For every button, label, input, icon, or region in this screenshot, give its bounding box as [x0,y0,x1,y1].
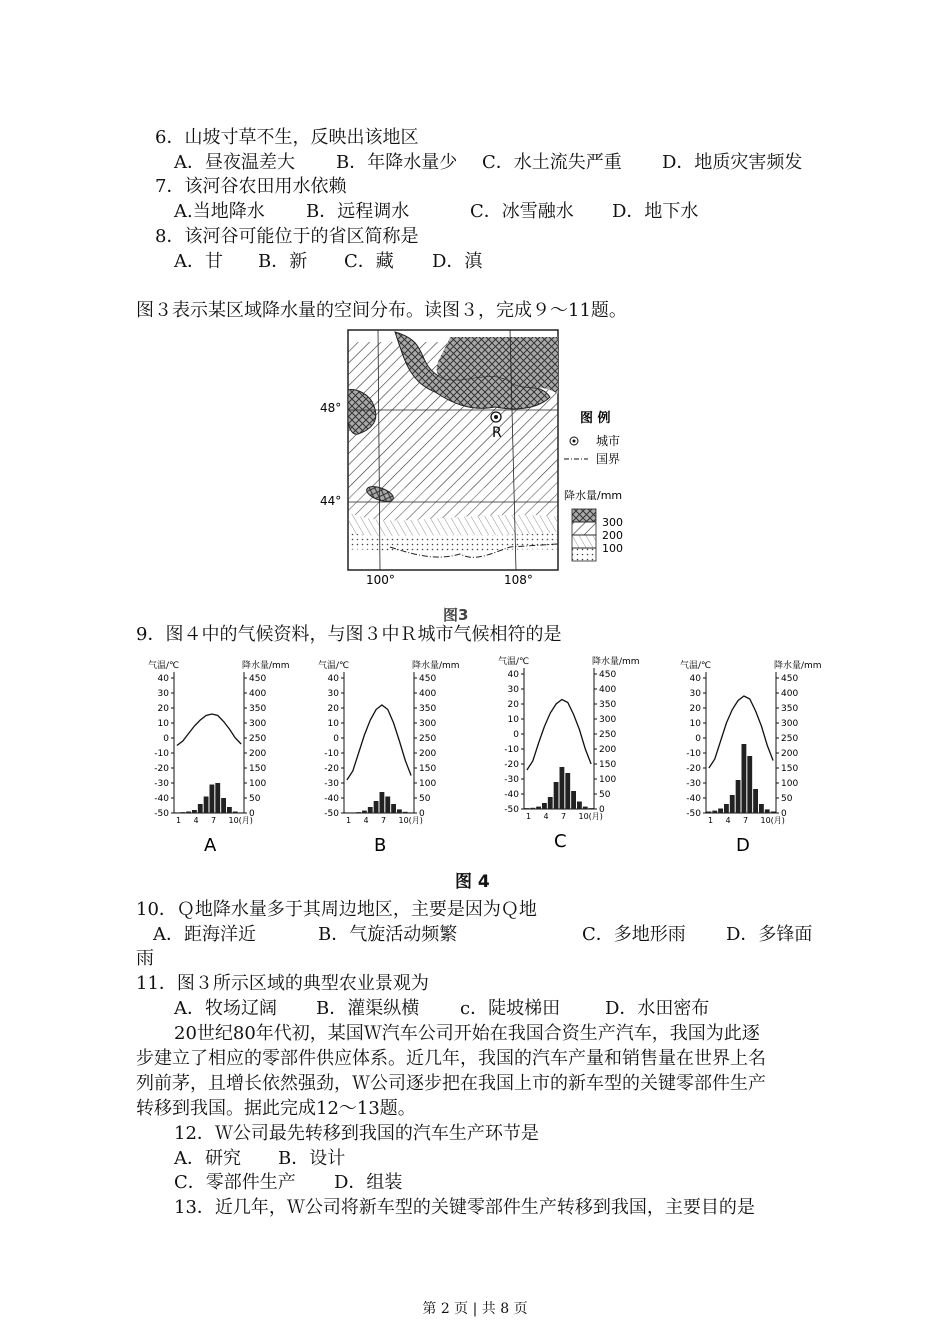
q6-option-b: B．年降水量少 [336,152,458,173]
chart-d-rain-bar [765,809,770,813]
chart-c-month-label: 10(月) [578,812,603,821]
chart-d-month-label: 4 [725,816,731,825]
chart-a-rain-bar [239,812,244,813]
chart-a-temp-tick-label: 10 [157,719,169,729]
q12-option-b: B．设计 [278,1148,346,1169]
q12-stem: 12．Ｗ公司最先转移到我国的汽车生产环节是 [174,1123,539,1144]
passage-line-1: 20世纪80年代初，某国Ｗ汽车公司开始在我国合资生产汽车，我国为此逐 [174,1023,760,1044]
chart-c-rain-bar [525,808,530,809]
chart-c-rain-bar [548,797,553,809]
chart-a-month-label: 7 [211,816,217,825]
q6-stem: 6．山坡寸草不生，反映出该地区 [155,127,419,148]
chart-c-month-label: 4 [543,812,549,821]
legend-level-100: 100 [602,542,623,555]
chart-c-temp-tick-label: 40 [507,670,519,680]
chart-a-temp-tick-label: 30 [157,689,169,699]
chart-a-temp-tick-label: -10 [154,749,169,759]
chart-b-rain-tick-label: 400 [419,689,437,699]
chart-c-rain-tick-label: 200 [599,745,617,755]
chart-d-temp-tick-label: -50 [686,809,701,819]
q10-stem: 10．Ｑ地降水量多于其周边地区，主要是因为Ｑ地 [136,899,537,920]
chart-b-temp-tick-label: 30 [327,689,339,699]
chart-c-rain-bar [565,773,570,809]
chart-c-rain-tick-label: 0 [599,805,605,815]
chart-c-temp-tick-label: 10 [507,715,519,725]
lat-44-label: 44° [320,494,342,508]
chart-d-rain-tick-label: 300 [781,719,799,729]
chart-d-month-label: 1 [708,816,714,825]
chart-a-rain-bar [198,804,203,813]
chart-c-temp-tick-label: 0 [513,730,519,740]
q11-option-b: B．灌渠纵横 [316,998,420,1019]
chart-c-rain-bar [577,802,582,810]
chart-d-rain-tick-label: 250 [781,734,799,744]
q7-option-b: B．远程调水 [306,201,410,222]
chart-a-rain-bar [215,783,220,813]
chart-d-temp-tick-label: -10 [686,749,701,759]
chart-c-rain-bar [542,803,547,809]
chart-b-temp-tick-label: 0 [333,734,339,744]
chart-a-rain-tick-label: 250 [249,734,267,744]
chart-b-temp-tick-label: 40 [327,674,339,684]
chart-a-month-label: 4 [193,816,199,825]
legend-border-label: 国界 [596,452,621,466]
chart-a-temp-tick-label: -30 [154,779,169,789]
q11-option-a: A．牧场辽阔 [174,998,277,1019]
chart-a-rain-bar [204,797,209,814]
q7-option-c: C．冰雪融水 [470,201,574,222]
lon-108-label: 108° [504,573,533,587]
chart-d-temp-tick-label: 40 [689,674,701,684]
chart-b-rain-bar [374,801,379,813]
q10-option-b: B．气旋活动频繁 [318,924,458,945]
chart-d-rain-bar [736,780,741,813]
passage-line-3: 列前茅，且增长依然强劲，Ｗ公司逐步把在我国上市的新车型的关键零部件生产 [136,1073,766,1094]
chart-a-rain-tick-label: 350 [249,704,267,714]
q8-option-c: C．藏 [344,251,394,272]
chart-b-month-label: 10(月) [398,816,423,825]
chart-a-temp-line [177,714,241,746]
chart-d-temp-tick-label: 10 [689,719,701,729]
chart-c-temp-line [527,700,591,771]
chart-b-temp-tick-label: -20 [324,764,339,774]
q10-option-d-wrap: 雨 [136,948,154,969]
chart-c-temp-tick-label: -20 [504,760,519,770]
chart-c-temp-axis-title: 气温/℃ [498,657,530,667]
chart-b-rain-tick-label: 450 [419,674,437,684]
chart-b-rain-tick-label: 200 [419,749,437,759]
chart-b-rain-bar [385,797,390,814]
figure-3-map [310,322,640,622]
chart-d-temp-tick-label: -40 [686,794,701,804]
legend-level-300: 300 [602,516,623,529]
chart-d-rain-bar [718,809,723,814]
chart-c-rain-tick-label: 400 [599,685,617,695]
page-footer: 第 2 页 | 共 8 页 [422,1301,528,1317]
chart-b-rain-tick-label: 150 [419,764,437,774]
chart-d-rain-axis-title: 降水量/mm [774,661,822,671]
passage-line-4: 转移到我国。据此完成12～13题。 [136,1098,416,1119]
chart-d-rain-tick-label: 100 [781,779,799,789]
city-r-label: R [492,425,502,441]
passage-line-2: 步建立了相应的零部件供应体系。近几年，我国的汽车产量和销售量在世界上名 [136,1048,766,1069]
chart-b-temp-tick-label: 10 [327,719,339,729]
chart-b-rain-tick-label: 350 [419,704,437,714]
chart-b-rain-bar [356,812,361,813]
lon-100-label: 100° [366,573,395,587]
q8-stem: 8．该河谷可能位于的省区简称是 [155,226,419,247]
chart-c-rain-bar [589,808,594,809]
chart-b-rain-tick-label: 250 [419,734,437,744]
chart-d-temp-tick-label: -20 [686,764,701,774]
chart-d-rain-bar [759,804,764,813]
chart-c-temp-tick-label: -50 [504,805,519,815]
chart-b-rain-bar [350,812,355,813]
chart-a-temp-tick-label: 20 [157,704,169,714]
chart-b-month-label: 4 [363,816,369,825]
chart-d-temp-tick-label: 0 [695,734,701,744]
legend-level-200: 200 [602,529,623,542]
chart-c-rain-bar [536,807,541,809]
q11-option-d: D．水田密布 [605,998,710,1019]
q8-option-a: A．甘 [174,251,223,272]
figure-4-climate-charts [130,650,822,865]
q12-option-d: D．组装 [334,1172,403,1193]
chart-b-temp-tick-label: -40 [324,794,339,804]
q8-option-b: B．新 [258,251,308,272]
chart-b-rain-bar [403,812,408,813]
chart-a-rain-tick-label: 400 [249,689,267,699]
chart-c-panel-label: C [554,831,567,852]
chart-d-temp-line [709,696,773,768]
chart-d-rain-bar [747,756,752,813]
q8-option-d: D．滇 [432,251,483,272]
chart-d-rain-bar [771,812,776,814]
q12-option-a: A．研究 [174,1148,241,1169]
chart-c-rain-tick-label: 50 [599,790,611,800]
chart-b-month-label: 1 [346,816,352,825]
chart-b-temp-tick-label: -30 [324,779,339,789]
chart-a-panel-label: A [204,835,217,856]
chart-a-rain-bar [227,807,232,813]
chart-d-rain-tick-label: 350 [781,704,799,714]
q10-option-a: A．距海洋近 [153,924,256,945]
q6-option-d: D．地质灾害频发 [662,152,803,173]
chart-c-rain-tick-label: 250 [599,730,617,740]
q7-option-a: A.当地降水 [174,201,265,222]
chart-b-rain-tick-label: 0 [419,809,425,819]
chart-d-temp-axis-title: 气温/℃ [680,661,712,671]
chart-c-rain-bar [583,807,588,809]
chart-d-panel-label: D [736,835,750,856]
chart-b-rain-bar [345,812,350,813]
chart-c-temp-tick-label: 30 [507,685,519,695]
chart-a-rain-bar [175,812,180,813]
chart-a-month-label: 10(月) [228,816,253,825]
intro-q9-11: 图３表示某区域降水量的空间分布。读图３，完成９～11题。 [136,300,627,321]
chart-c-temp-tick-label: -10 [504,745,519,755]
legend-rain-title: 降水量/mm [564,489,623,502]
chart-b-rain-axis-title: 降水量/mm [412,661,460,671]
chart-c-month-label: 1 [526,812,532,821]
chart-c-rain-bar [554,782,559,809]
chart-a-rain-axis-title: 降水量/mm [242,661,290,671]
chart-c-temp-tick-label: -40 [504,790,519,800]
chart-a-rain-bar [180,812,185,813]
chart-b-rain-tick-label: 100 [419,779,437,789]
chart-c-rain-tick-label: 350 [599,700,617,710]
figure-3-caption: 图3 [443,606,469,624]
chart-d-rain-tick-label: 0 [781,809,787,819]
chart-a-rain-tick-label: 150 [249,764,267,774]
chart-a-rain-bar [210,785,215,814]
chart-d-rain-bar [753,789,758,813]
chart-a-temp-axis-title: 气温/℃ [148,661,180,671]
chart-a-rain-tick-label: 100 [249,779,267,789]
q13-stem: 13．近几年，Ｗ公司将新车型的关键零部件生产转移到我国，主要目的是 [174,1197,755,1218]
chart-b-rain-bar [409,812,414,813]
chart-a-rain-tick-label: 50 [249,794,261,804]
chart-d-rain-tick-label: 200 [781,749,799,759]
chart-a-rain-tick-label: 450 [249,674,267,684]
chart-d-month-label: 7 [743,816,749,825]
chart-d-rain-bar [742,744,747,813]
chart-d-rain-bar [730,795,735,813]
lat-48-label: 48° [320,401,342,415]
chart-b-temp-line [347,705,411,780]
chart-b-rain-bar [391,804,396,813]
chart-a-temp-tick-label: -40 [154,794,169,804]
chart-c-rain-tick-label: 450 [599,670,617,680]
q7-option-d: D．地下水 [612,201,699,222]
chart-d-temp-tick-label: -30 [686,779,701,789]
chart-a-rain-bar [186,812,191,814]
chart-b-rain-tick-label: 300 [419,719,437,729]
chart-b-rain-bar [368,807,373,813]
chart-c-rain-tick-label: 150 [599,760,617,770]
chart-b-temp-tick-label: -50 [324,809,339,819]
chart-c-temp-tick-label: 20 [507,700,519,710]
legend-city-label: 城市 [596,434,621,448]
chart-a-rain-tick-label: 300 [249,719,267,729]
chart-a-rain-tick-label: 0 [249,809,255,819]
q11-stem: 11．图３所示区域的典型农业景观为 [136,973,429,994]
chart-b-rain-tick-label: 50 [419,794,431,804]
chart-d-rain-bar [707,812,712,814]
chart-b-rain-bar [380,792,385,813]
chart-a-rain-bar [221,798,226,813]
chart-b-panel-label: B [374,835,387,856]
chart-b-rain-bar [362,811,367,813]
chart-c-rain-tick-label: 300 [599,715,617,725]
q6-option-c: C．水土流失严重 [482,152,622,173]
chart-d-rain-bar [724,804,729,813]
q10-option-d: D．多锋面 [726,924,813,945]
figure-4-caption: 图 4 [455,872,490,892]
chart-b-temp-tick-label: -10 [324,749,339,759]
chart-d-rain-tick-label: 150 [781,764,799,774]
chart-c-rain-bar [571,791,576,809]
q11-option-c: c．陡坡梯田 [460,998,561,1019]
chart-b-rain-bar [397,809,402,813]
q9-stem: 9．图４中的气候资料，与图３中Ｒ城市气候相符的是 [136,624,562,645]
chart-a-rain-bar [192,810,197,813]
chart-c-rain-bar [530,808,535,809]
chart-c-month-label: 7 [561,812,567,821]
q7-stem: 7．该河谷农田用水依赖 [155,176,347,197]
chart-c-rain-tick-label: 100 [599,775,617,785]
chart-d-rain-bar [712,811,717,813]
chart-a-rain-tick-label: 200 [249,749,267,759]
chart-d-rain-tick-label: 50 [781,794,793,804]
chart-d-rain-tick-label: 400 [781,689,799,699]
chart-d-temp-tick-label: 30 [689,689,701,699]
chart-d-temp-tick-label: 20 [689,704,701,714]
chart-c-rain-axis-title: 降水量/mm [592,657,640,667]
chart-a-rain-bar [233,812,238,814]
chart-a-temp-tick-label: -20 [154,764,169,774]
chart-d-month-label: 10(月) [760,816,785,825]
chart-c-rain-bar [560,767,565,809]
chart-b-month-label: 7 [381,816,387,825]
legend-title: 图 例 [580,411,611,426]
chart-a-temp-tick-label: 0 [163,734,169,744]
chart-a-temp-tick-label: 40 [157,674,169,684]
chart-a-month-label: 1 [176,816,182,825]
q10-option-c: C．多地形雨 [582,924,686,945]
chart-c-temp-tick-label: -30 [504,775,519,785]
chart-b-temp-tick-label: 20 [327,704,339,714]
chart-b-temp-axis-title: 气温/℃ [318,661,350,671]
chart-a-temp-tick-label: -50 [154,809,169,819]
q12-option-c: C．零部件生产 [174,1172,296,1193]
q6-option-a: A．昼夜温差大 [174,152,295,173]
chart-d-rain-tick-label: 450 [781,674,799,684]
